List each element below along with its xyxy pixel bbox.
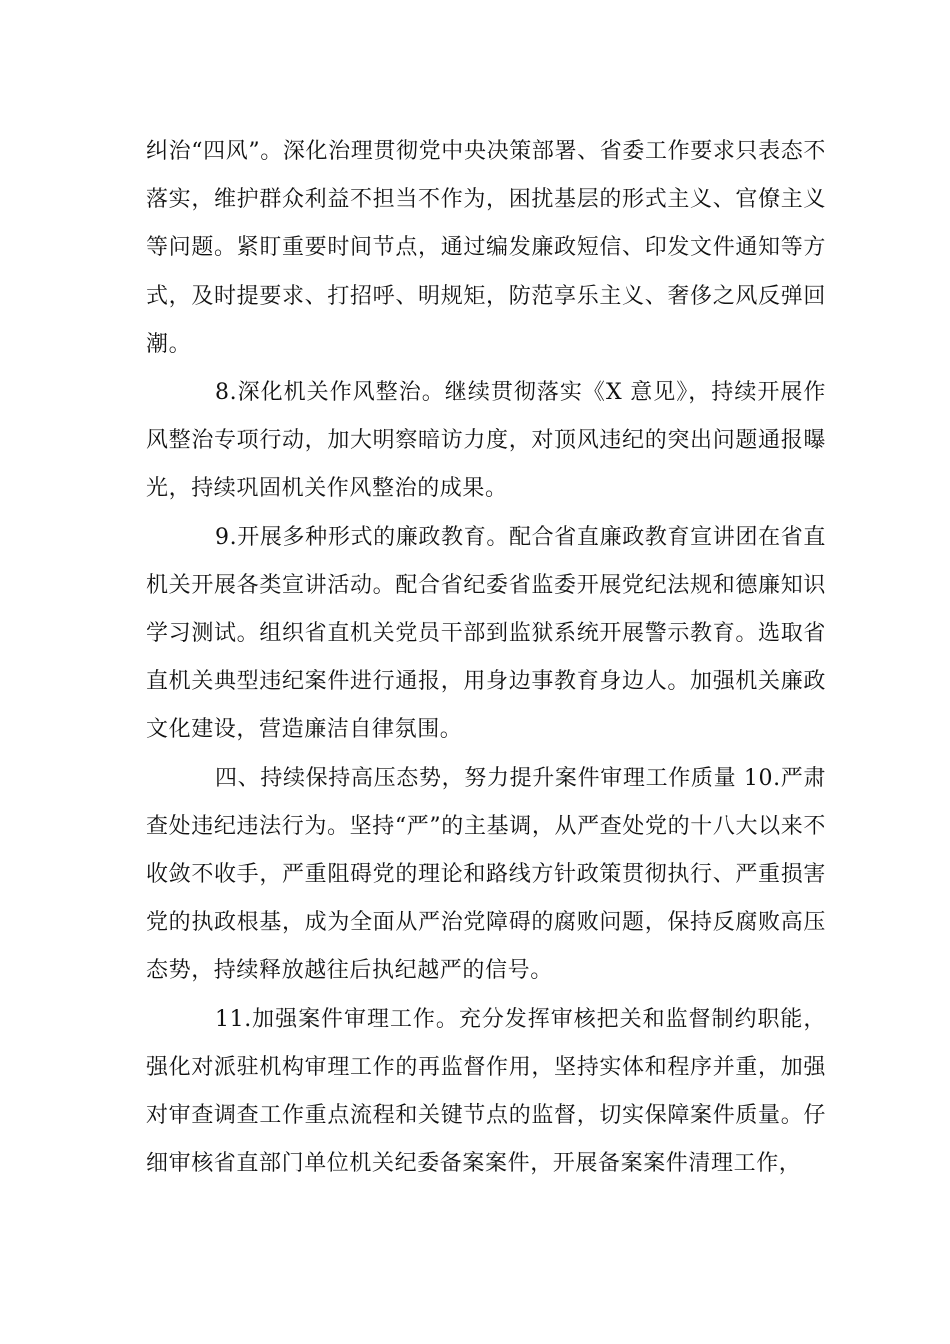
- paragraph-item-11: 11.加强案件审理工作。充分发挥审核把关和监督制约职能，强化对派驻机构审理工作的再监督作用，坚持实体和程序并重，加强对审查调查工作重点流程和关键节点的监督，切实保障案件质量。仔细审核省直部门单位机关纪委备案案件，开展备案案件清理工作，: [146, 1006, 826, 1177]
- paragraph-continuation: 纠治“四风”。深化治理贯彻党中央决策部署、省委工作要求只表态不落实，维护群众利益不担当不作为，困扰基层的形式主义、官僚主义等问题。紧盯重要时间节点，通过编发廉政短信、印发文件通知等方式，及时提要求、打招呼、明规矩，防范享乐主义、奢侈之风反弹回潮。: [146, 139, 826, 357]
- paragraph-section-4: 四、持续保持高压态势，努力提升案件审理工作质量 10.严肃查处违纪违法行为。坚持“严”的主基调，从严查处党的十八大以来不收敛不收手，严重阻碍党的理论和路线方针政策贯彻执行、严重损害党的执政根基，成为全面从严治党障碍的腐败问题，保持反腐败高压态势，持续释放越往后执纪越严的信号。: [146, 765, 826, 984]
- paragraph-item-8: 8.深化机关作风整治。继续贯彻落实《X 意见》，持续开展作风整治专项行动，加大明察暗访力度，对顶风违纪的突出问题通报曝光，持续巩固机关作风整治的成果。: [146, 380, 826, 502]
- paragraph-item-9: 9.开展多种形式的廉政教育。配合省直廉政教育宣讲团在省直机关开展各类宣讲活动。配合省纪委省监委开展党纪法规和德廉知识学习测试。组织省直机关党员干部到监狱系统开展警示教育。选取省直机关典型违纪案件进行通报，用身边事教育身边人。加强机关廉政文化建设，营造廉洁自律氛围。: [146, 524, 826, 743]
- document-page: [146, 128, 826, 1188]
